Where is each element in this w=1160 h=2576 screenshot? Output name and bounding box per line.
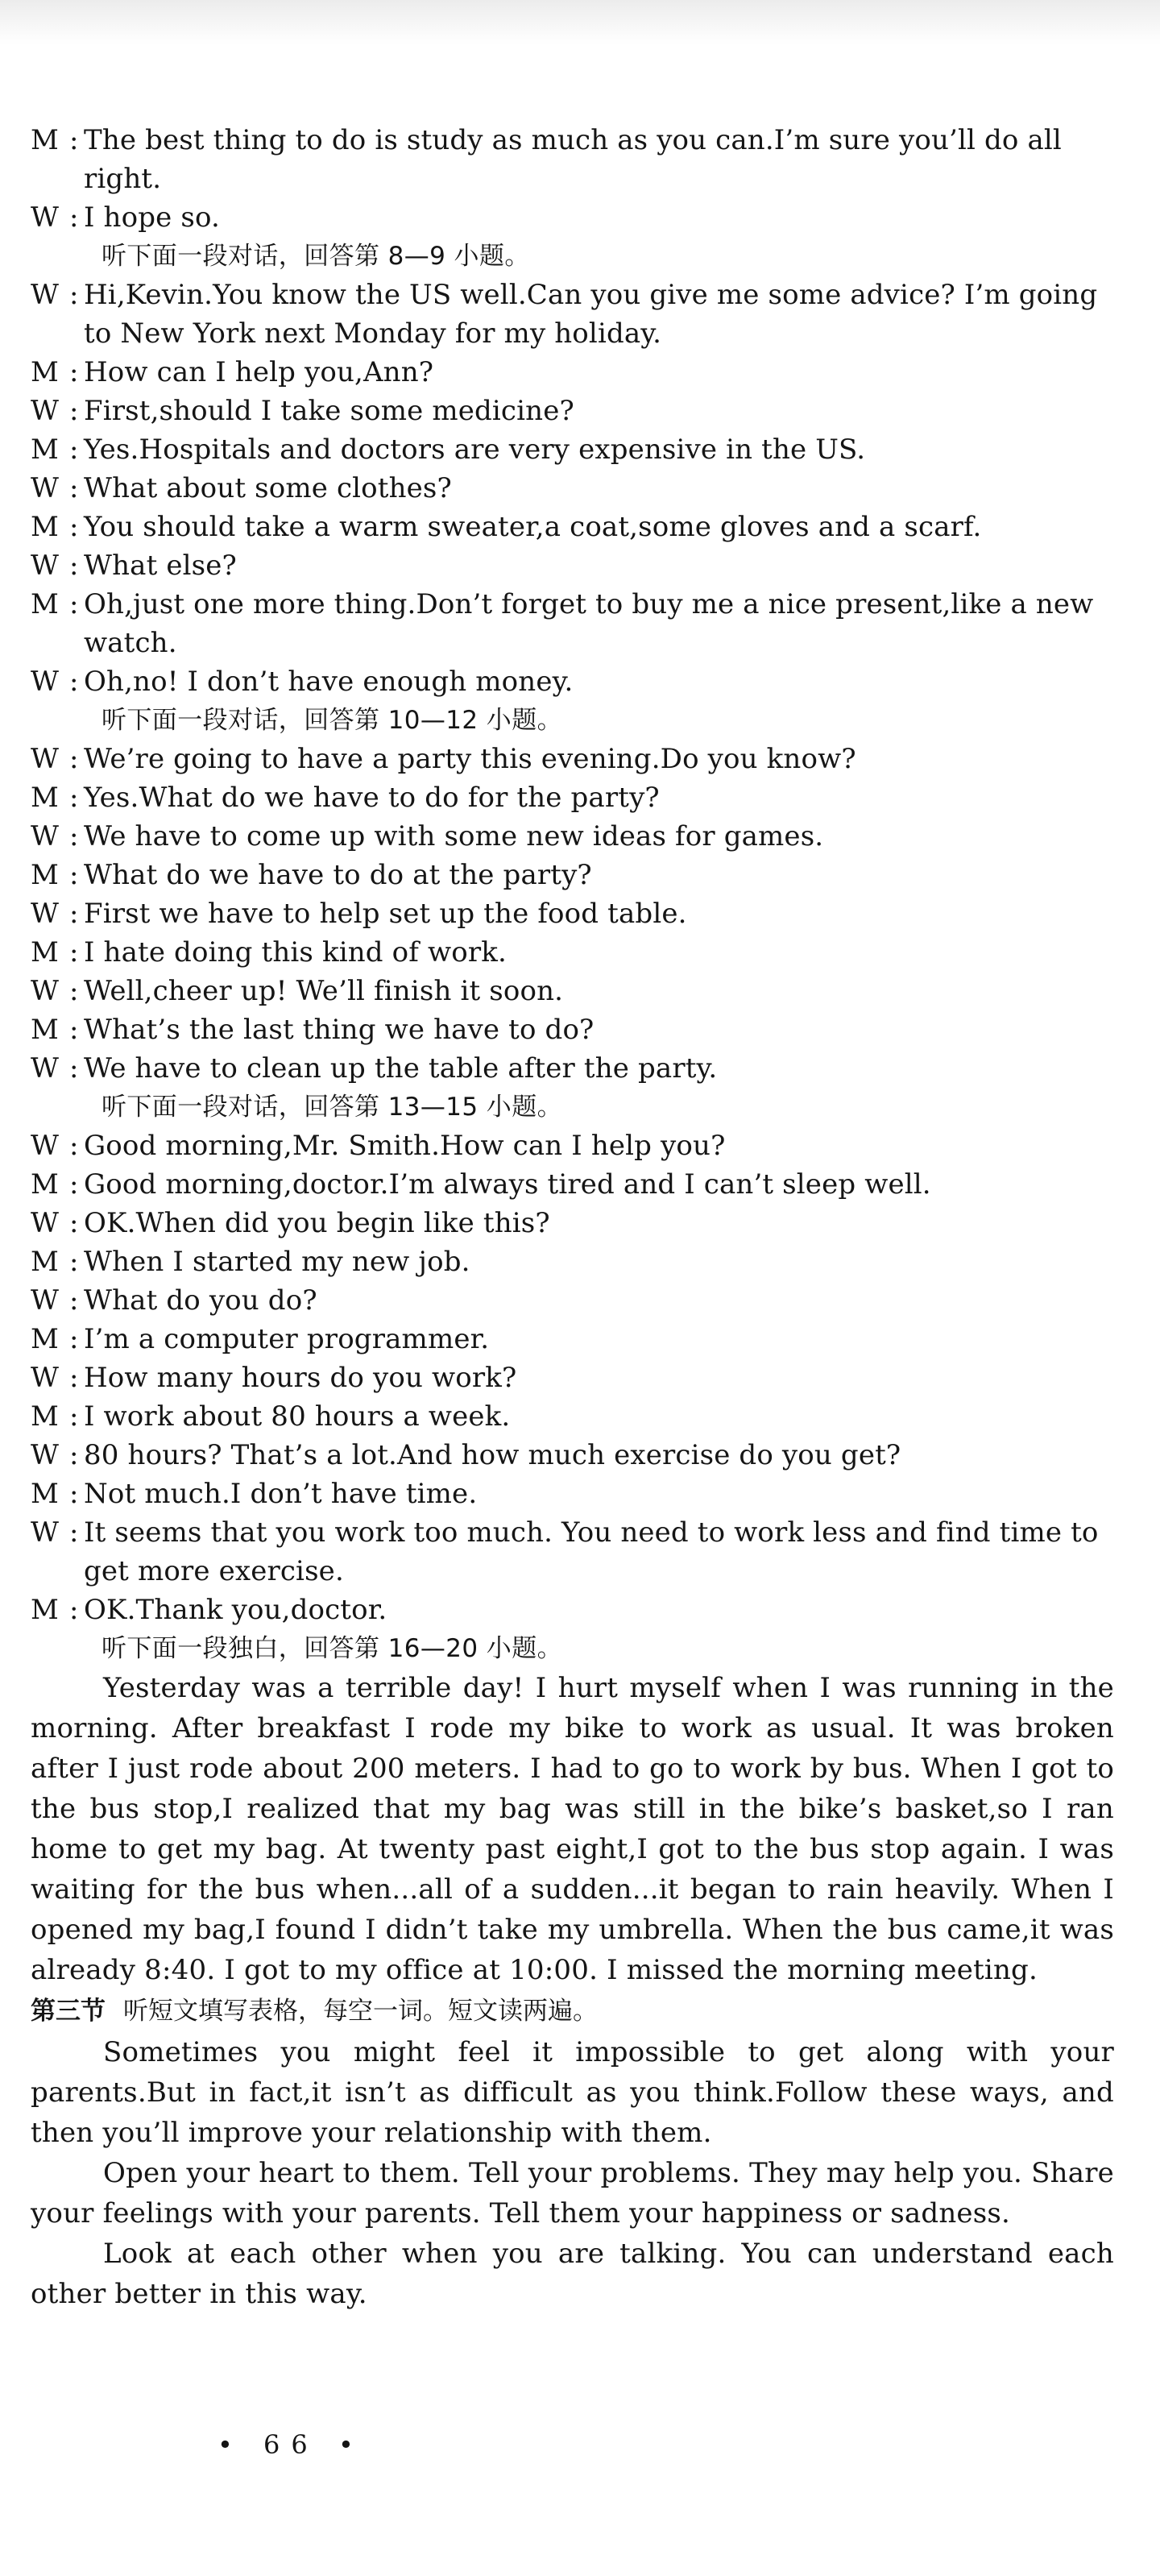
speaker-label: M [31,782,59,814]
dialogue-line [31,121,1114,198]
dialogue-line [31,1320,1114,1359]
speaker-colon: : [69,975,79,1007]
speaker-label: M [31,1478,59,1510]
monologue-paragraph: Yesterday was a terrible day! I hurt myself when I was running in the morning. After breakfast I rode my bike to work as usual. It was broken after I just rode about 200 meters. I had to go to work by bus. When I got to the bus stop,I realized that my bag was still in the bike’s basket,so I ran home to get my bag. At twenty past eight,I got to the bus stop again. I was waiting for the bus when...all of a sudden...it began to rain heavily. When I opened my bag,I found I didn’t take my umbrella. When the bus came,it was already 8:40. I got to my office at 10:00. I missed the morning meeting. [31,1672,1114,1986]
dialogue-line [31,508,1114,546]
utterance-text: The best thing to do is study as much as you can.I’m sure you’ll do all right. [84,124,1062,195]
speaker-label: M [31,356,59,388]
speaker-label: M [31,1400,59,1433]
utterance-text: Oh,no! I don’t have enough money. [84,666,574,698]
speaker-label: M [31,1246,59,1278]
dialogue-line [31,1591,1114,1629]
dialogue-line [31,1165,1114,1204]
dialogue-line [31,933,1114,972]
utterance-text: Not much.I don’t have time. [84,1478,478,1510]
speaker-label: M [31,588,59,620]
dialogue-line [31,1436,1114,1475]
dialogue-line [31,1513,1114,1591]
speaker-colon: : [69,1014,79,1046]
speaker-colon: : [69,279,79,311]
utterance-text: Well,cheer up! We’ll finish it soon. [84,975,564,1007]
utterance-text: First we have to help set up the food table. [84,898,687,930]
speaker-colon: : [69,1130,79,1162]
speaker-label: W [31,1516,60,1549]
speaker-label: W [31,550,60,582]
dialogue-line [31,778,1114,817]
speaker-label: W [31,743,60,775]
utterance-text: Hi,Kevin.You know the US well.Can you give me some advice? I’m going to New York next Monday for my holiday. [84,279,1098,350]
utterance-text: Oh,just one more thing.Don’t forget to buy me a nice present,like a new watch. [84,588,1094,659]
utterance-text: What’s the last thing we have to do? [84,1014,594,1046]
passage-paragraph: Open your heart to them. Tell your problems. They may help you. Share your feelings with your parents. Tell them your happiness or sadness. [31,2157,1114,2230]
speaker-colon: : [69,1052,79,1085]
dialogue-8-9 [31,276,1114,701]
speaker-colon: : [69,1516,79,1549]
utterance-text: I hate doing this kind of work. [84,936,507,969]
speaker-label: M [31,1014,59,1046]
speaker-colon: : [69,472,79,504]
dialogue-a-end [31,121,1114,237]
speaker-label: W [31,1207,60,1239]
utterance-text: How can I help you,Ann? [84,356,434,388]
speaker-colon: : [69,666,79,698]
page-number: • 66 • [218,2429,365,2460]
speaker-label: W [31,279,60,311]
speaker-colon: : [69,395,79,427]
utterance-text: What do you do? [84,1284,317,1317]
speaker-colon: : [69,1246,79,1278]
passage-paragraph: Sometimes you might feel it impossible to get along with your parents.But in fact,it isn’t as difficult as you think.Follow these ways, and then you’ll improve your relationship with them. [31,2036,1114,2149]
utterance-text: I hope so. [84,201,220,234]
utterance-text: I work about 80 hours a week. [84,1400,511,1433]
utterance-text: What else? [84,550,237,582]
speaker-label: W [31,201,60,234]
dialogue-line [31,1049,1114,1088]
speaker-colon: : [69,820,79,852]
dialogue-line [31,817,1114,856]
dialogue-line [31,1281,1114,1320]
document-content [31,121,1114,2314]
dialogue-10-12 [31,740,1114,1088]
dialogue-line [31,546,1114,585]
dialogue-line [31,972,1114,1010]
instruction-10-12: 听下面一段对话，回答第 10—12 小题。 [102,706,562,735]
speaker-colon: : [69,433,79,466]
dialogue-line [31,1126,1114,1165]
speaker-colon: : [69,1168,79,1201]
scan-shadow [0,0,1160,44]
speaker-label: M [31,1323,59,1355]
speaker-colon: : [69,936,79,969]
dialogue-line [31,430,1114,469]
utterance-text: What about some clothes? [84,472,452,504]
speaker-label: W [31,1052,60,1085]
speaker-colon: : [69,1207,79,1239]
dialogue-line [31,1242,1114,1281]
speaker-colon: : [69,898,79,930]
utterance-text: When I started my new job. [84,1246,470,1278]
instruction-16-20: 听下面一段独白，回答第 16—20 小题。 [102,1634,562,1663]
speaker-colon: : [69,1400,79,1433]
speaker-label: W [31,1130,60,1162]
speaker-label: W [31,1284,60,1317]
speaker-colon: : [69,743,79,775]
speaker-label: M [31,124,59,156]
passage-paragraph: Look at each other when you are talking. You can understand each other better in this way. [31,2238,1114,2310]
dialogue-line [31,856,1114,894]
dialogue-line [31,894,1114,933]
speaker-label: M [31,511,59,543]
speaker-colon: : [69,782,79,814]
speaker-label: M [31,433,59,466]
speaker-label: M [31,859,59,891]
utterance-text: Yes.Hospitals and doctors are very expensive in the US. [84,433,866,466]
speaker-label: W [31,1439,60,1471]
speaker-colon: : [69,511,79,543]
speaker-label: W [31,898,60,930]
speaker-colon: : [69,124,79,156]
utterance-text: I’m a computer programmer. [84,1323,490,1355]
utterance-text: You should take a warm sweater,a coat,some gloves and a scarf. [84,511,982,543]
speaker-label: W [31,975,60,1007]
utterance-text: What do we have to do at the party? [84,859,592,891]
utterance-text: First,should I take some medicine? [84,395,574,427]
dialogue-line [31,276,1114,353]
speaker-colon: : [69,1284,79,1317]
speaker-label: W [31,666,60,698]
utterance-text: It seems that you work too much. You need to work less and find time to get more exercise. [84,1516,1099,1587]
dialogue-line [31,1397,1114,1436]
dialogue-line [31,1359,1114,1397]
speaker-label: W [31,395,60,427]
section-three-label: 第三节 [31,1997,106,2026]
dialogue-line [31,1010,1114,1049]
speaker-colon: : [69,1594,79,1626]
utterance-text: Good morning,Mr. Smith.How can I help you? [84,1130,726,1162]
speaker-colon: : [69,588,79,620]
dialogue-line [31,585,1114,662]
utterance-text: We have to clean up the table after the party. [84,1052,718,1085]
utterance-text: We’re going to have a party this evening.Do you know? [84,743,856,775]
section-three-heading [31,1990,1114,2032]
utterance-text: Good morning,doctor.I’m always tired and I can’t sleep well. [84,1168,931,1201]
speaker-colon: : [69,859,79,891]
utterance-text: OK.When did you begin like this? [84,1207,550,1239]
speaker-label: W [31,472,60,504]
utterance-text: 80 hours? That’s a lot.And how much exercise do you get? [84,1439,901,1471]
utterance-text: Yes.What do we have to do for the party? [84,782,660,814]
speaker-colon: : [69,1323,79,1355]
utterance-text: We have to come up with some new ideas for games. [84,820,824,852]
speaker-colon: : [69,356,79,388]
speaker-label: M [31,936,59,969]
speaker-label: W [31,1362,60,1394]
dialogue-line [31,392,1114,430]
utterance-text: How many hours do you work? [84,1362,517,1394]
dialogue-13-15 [31,1126,1114,1629]
section-three-instruction: 听短文填写表格，每空一词。短文读两遍。 [123,1997,598,2026]
instruction-8-9: 听下面一段对话，回答第 8—9 小题。 [102,242,530,271]
speaker-colon: : [69,1362,79,1394]
dialogue-line [31,469,1114,508]
dialogue-line [31,662,1114,701]
dialogue-line [31,1475,1114,1513]
speaker-colon: : [69,201,79,234]
dialogue-line [31,1204,1114,1242]
speaker-colon: : [69,1478,79,1510]
dialogue-line [31,353,1114,392]
speaker-label: M [31,1168,59,1201]
speaker-label: M [31,1594,59,1626]
dialogue-line [31,198,1114,237]
utterance-text: OK.Thank you,doctor. [84,1594,387,1626]
speaker-colon: : [69,1439,79,1471]
dialogue-line [31,740,1114,778]
instruction-13-15: 听下面一段对话，回答第 13—15 小题。 [102,1093,562,1122]
speaker-label: W [31,820,60,852]
speaker-colon: : [69,550,79,582]
